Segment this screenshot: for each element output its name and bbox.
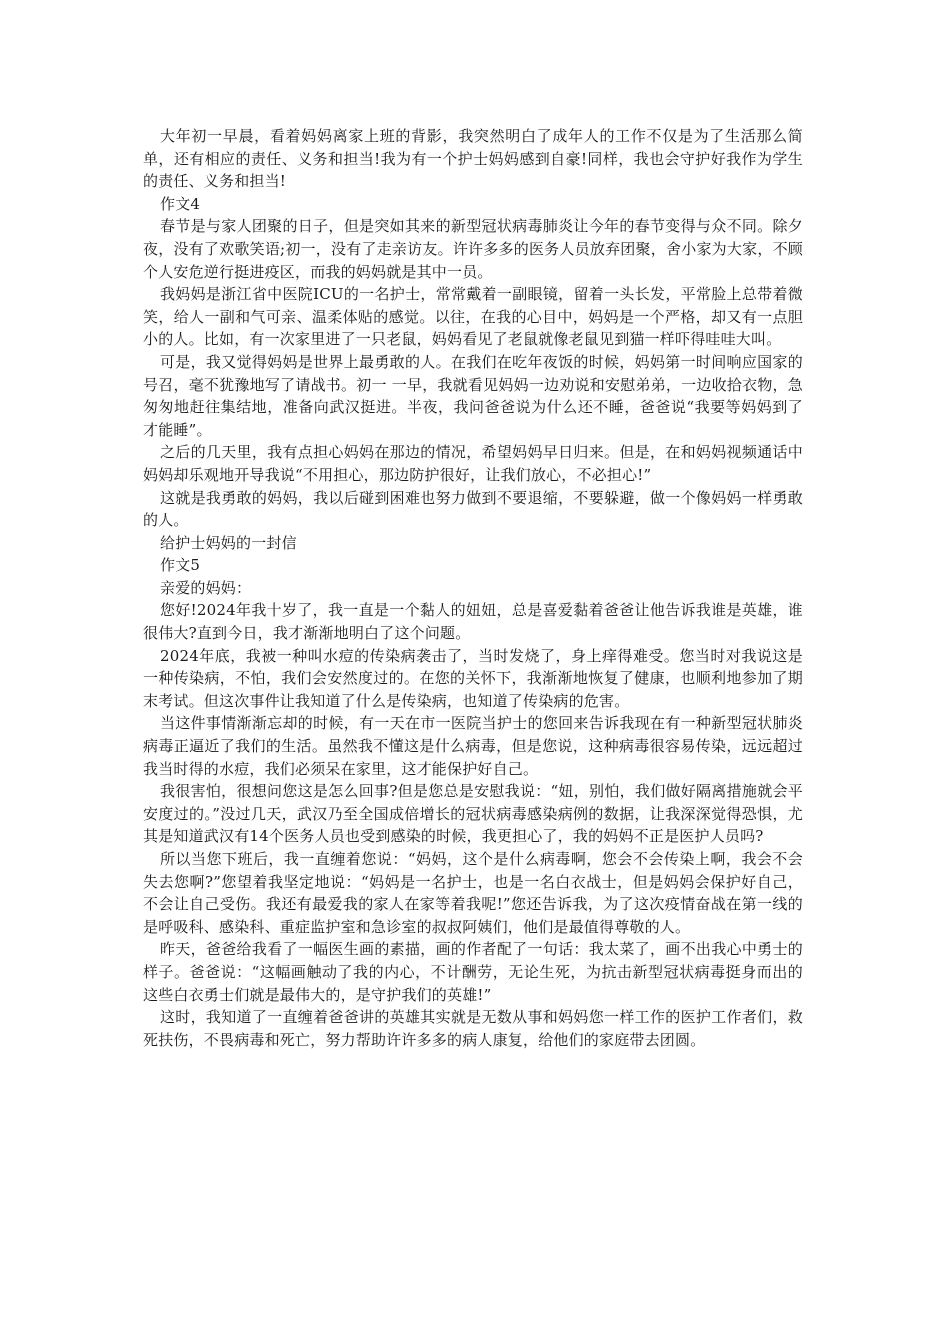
- paragraph: 春节是与家人团聚的日子，但是突如其来的新型冠状病毒肺炎让今年的春节变得与众不同。除夕夜，没有了欢歌笑语;初一，没有了走亲访友。许许多多的医务人员放弃团聚，舍小家为大家，不顾个人安危逆行挺进疫区，而我的妈妈就是其中一员。: [143, 217, 803, 281]
- paragraph: 当这件事情渐渐忘却的时候，有一天在市一医院当护士的您回来告诉我现在有一种新型冠状肺炎病毒正逼近了我们的生活。虽然我不懂这是什么病毒，但是您说，这种病毒很容易传染，远远超过我当时得的水痘，我们必须呆在家里，这才能保护好自己。: [143, 714, 803, 778]
- paragraph: 这时，我知道了一直缠着爸爸讲的英雄其实就是无数从事和妈妈您一样工作的医护工作者们，救死扶伤，不畏病毒和死亡，努力帮助许许多多的病人康复，给他们的家庭带去团圆。: [143, 1008, 803, 1049]
- paragraph: 所以当您下班后，我一直缠着您说：“妈妈，这个是什么病毒啊，您会不会传染上啊，我会不会失去您啊?”您望着我坚定地说：“妈妈是一名护士，也是一名白衣战士，但是妈妈会保护好自己，不会让自己受伤。我还有最爱我的家人在家等着我呢!”您还告诉我，为了这次疫情奋战在第一线的是呼吸科、感染科、重症监护室和急诊室的叔叔阿姨们，他们是最值得尊敬的人。: [143, 850, 803, 936]
- paragraph: 大年初一早晨，看着妈妈离家上班的背影，我突然明白了成年人的工作不仅是为了生活那么简单，还有相应的责任、义务和担当!我为有一个护士妈妈感到自豪!同样，我也会守护好我作为学生的责任、义务和担当!: [143, 127, 803, 191]
- document-body: [143, 125, 803, 1051]
- paragraph: 可是，我又觉得妈妈是世界上最勇敢的人。在我们在吃年夜饭的时候，妈妈第一时间响应国家的号召，毫不犹豫地写了请战书。初一 一早，我就看见妈妈一边劝说和安慰弟弟，一边收拾衣物，急匆匆地赶往集结地，准备向武汉挺进。半夜，我问爸爸说为什么还不睡，爸爸说“我要等妈妈到了才能睡”。: [143, 352, 803, 439]
- letter-salutation: 亲爱的妈妈：: [160, 578, 252, 597]
- essay-heading: 作文4: [160, 194, 201, 213]
- paragraph: 我妈妈是浙江省中医院ICU的一名护士，常常戴着一副眼镜，留着一头长发，平常脸上总带着微笑，给人一副和气可亲、温柔体贴的感觉。以往，在我的心目中，妈妈是一个严格，却又有一点胆小的人。比如，有一次家里进了一只老鼠，妈妈看见了老鼠就像老鼠见到猫一样吓得哇哇大叫。: [143, 285, 803, 349]
- paragraph: 2024年底，我被一种叫水痘的传染病袭击了，当时发烧了，身上痒得难受。您当时对我说这是一种传染病，不怕，我们会安然度过的。在您的关怀下，我渐渐地恢复了健康，也顺利地参加了期末考试。但这次事件让我知道了什么是传染病，也知道了传染病的危害。: [143, 646, 803, 710]
- paragraph: 之后的几天里，我有点担心妈妈在那边的情况，希望妈妈早日归来。但是，在和妈妈视频通话中妈妈却乐观地开导我说“不用担心，那边防护很好，让我们放心，不必担心!”: [143, 443, 803, 484]
- essay-heading: 作文5: [160, 556, 201, 575]
- section-title: 给护士妈妈的一封信: [160, 533, 297, 552]
- paragraph: 我很害怕，很想问您这是怎么回事?但是您总是安慰我说：“妞，别怕，我们做好隔离措施就会平安度过的。”没过几天，武汉乃至全国成倍增长的冠状病毒感染病例的数据，让我深深觉得恐惧，尤其是知道武汉有14个医务人员也受到感染的时候，我更担心了，我的妈妈不正是医护人员吗?: [143, 782, 803, 846]
- paragraph: 这就是我勇敢的妈妈，我以后碰到困难也努力做到不要退缩，不要躲避，做一个像妈妈一样勇敢的人。: [143, 488, 803, 530]
- paragraph: 昨天，爸爸给我看了一幅医生画的素描，画的作者配了一句话：我太菜了，画不出我心中勇士的样子。爸爸说：“这幅画触动了我的内心，不计酬劳，无论生死，为抗击新型冠状病毒挺身而出的这些白衣勇士们就是最伟大的，是守护我们的英雄!”: [143, 940, 803, 1004]
- paragraph: 您好!2024年我十岁了，我一直是一个黏人的妞妞，总是喜爱黏着爸爸让他告诉我谁是英雄，谁很伟大?直到今日，我才渐渐地明白了这个问题。: [143, 601, 803, 643]
